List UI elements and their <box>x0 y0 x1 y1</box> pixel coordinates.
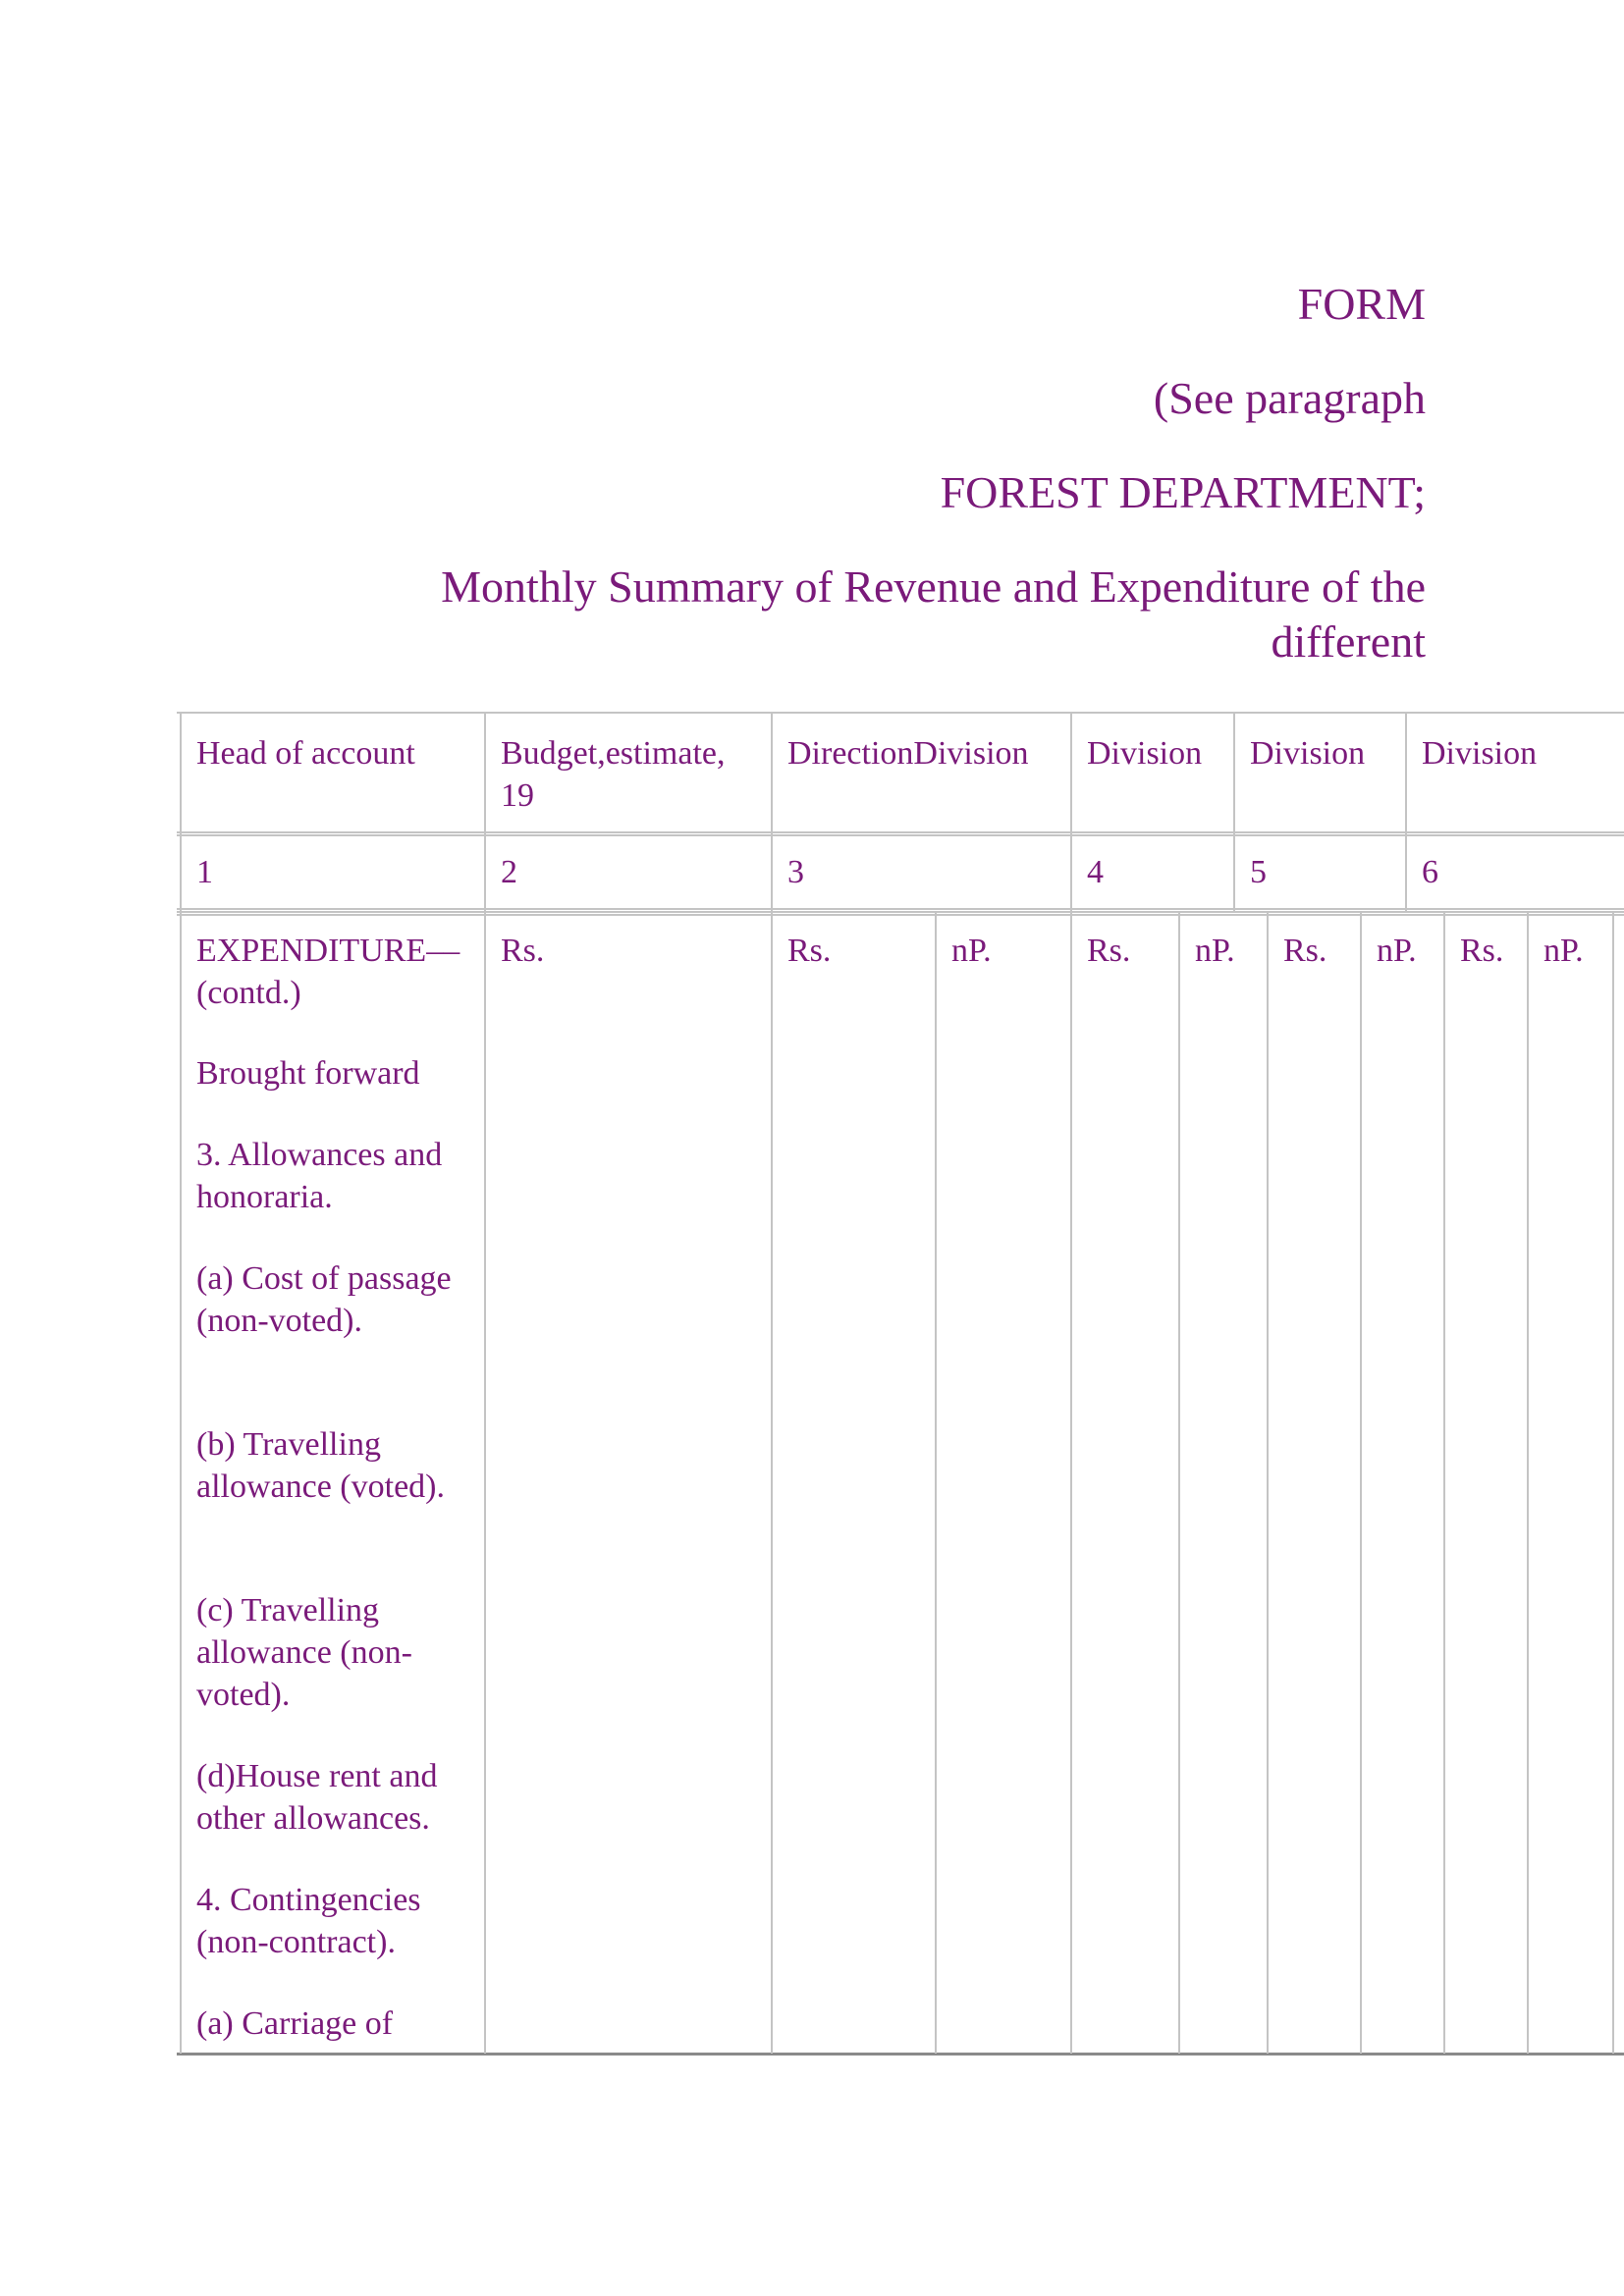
table-rule <box>1267 913 1269 2054</box>
table-rule <box>771 913 773 2054</box>
head-item-travelling-voted: (b) Travelling allowance (voted). <box>196 1426 445 1505</box>
column-number: 4 <box>1087 854 1104 890</box>
column-number: 2 <box>501 854 517 890</box>
column-number: 3 <box>787 854 804 890</box>
header-head-of-account: Head of account <box>196 735 415 772</box>
summary-table <box>177 712 1624 2058</box>
header-budget-estimate: Budget,estimate, 19 <box>501 735 726 814</box>
see-paragraph-reference: (See paragraph <box>1153 373 1426 423</box>
head-item-carriage: (a) Carriage of <box>196 2005 394 2042</box>
head-item-contingencies: 4. Contingencies (non-contract). <box>196 1882 421 1960</box>
table-rule <box>180 913 182 2054</box>
head-item-expenditure: EXPENDITURE––(contd.) <box>196 933 460 1011</box>
table-rule <box>177 2053 1624 2056</box>
unit-rupees: Rs. <box>1087 933 1131 969</box>
unit-rupees: Rs. <box>501 933 545 969</box>
header-division-6: Division <box>1422 735 1538 772</box>
header-division-5: Division <box>1250 735 1366 772</box>
column-number: 5 <box>1250 854 1267 890</box>
table-rule <box>1527 913 1529 2054</box>
head-item-brought-forward: Brought forward <box>196 1055 420 1092</box>
summary-title: Monthly Summary of Revenue and Expenditure of the different <box>441 561 1426 667</box>
table-rule <box>484 913 486 2054</box>
department-title: FOREST DEPARTMENT; <box>940 467 1426 517</box>
table-rule <box>1178 913 1180 2054</box>
unit-rupees: Rs. <box>787 933 832 969</box>
header-direction-division: DirectionDivision <box>787 735 1029 772</box>
unit-rupees: Rs. <box>1460 933 1504 969</box>
unit-naye-paise: nP. <box>1377 933 1417 969</box>
table-rule <box>1360 913 1362 2054</box>
table-rule <box>1612 913 1614 2054</box>
unit-naye-paise: nP. <box>1543 933 1584 969</box>
table-rule <box>177 914 1624 916</box>
unit-naye-paise: nP. <box>951 933 992 969</box>
head-item-house-rent: (d)House rent and other allowances. <box>196 1758 438 1837</box>
column-number: 1 <box>196 854 213 890</box>
head-item-allowances: 3. Allowances and honoraria. <box>196 1137 443 1215</box>
head-item-travelling-non-voted: (c) Travelling allowance (non-voted). <box>196 1592 412 1713</box>
column-number: 6 <box>1422 854 1438 890</box>
head-item-cost-of-passage: (a) Cost of passage (non-voted). <box>196 1260 452 1339</box>
form-title: FORM <box>1297 279 1426 329</box>
header-division-4: Division <box>1087 735 1203 772</box>
table-rule <box>935 913 937 2054</box>
unit-naye-paise: nP. <box>1195 933 1235 969</box>
table-rule <box>1443 913 1445 2054</box>
table-rule <box>1070 913 1072 2054</box>
unit-rupees: Rs. <box>1283 933 1327 969</box>
